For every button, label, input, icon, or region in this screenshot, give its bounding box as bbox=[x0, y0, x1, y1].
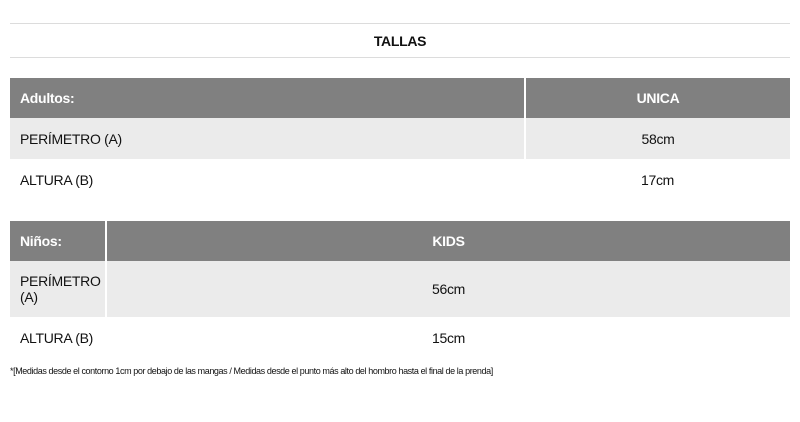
measurement-footnote: *[Medidas desde el contorno 1cm por debajo de las mangas / Medidas desde el punto más alto del hombro hasta el final de la prenda] bbox=[10, 366, 493, 376]
kids-header-size: KIDS bbox=[106, 221, 790, 261]
kids-header-label: Niños: bbox=[10, 221, 106, 261]
measure-value: 15cm bbox=[106, 317, 790, 358]
kids-size-table bbox=[10, 221, 790, 358]
measure-value: 56cm bbox=[106, 261, 790, 317]
measure-value: 17cm bbox=[640, 171, 675, 188]
adults-header-size: UNICA bbox=[525, 78, 790, 118]
measure-label: PERÍMETRO (A) bbox=[10, 118, 525, 159]
adults-header-label: Adultos: bbox=[10, 78, 525, 118]
measure-label: PERÍMETRO (A) bbox=[10, 261, 106, 317]
kids-header-row bbox=[10, 221, 790, 261]
adults-size-table bbox=[10, 78, 790, 200]
measure-label: ALTURA (B) bbox=[20, 329, 93, 346]
table-row bbox=[10, 317, 790, 358]
size-chart-title: TALLAS bbox=[10, 23, 790, 58]
adults-header-row bbox=[10, 78, 790, 118]
table-row bbox=[10, 159, 790, 200]
table-row bbox=[10, 261, 790, 317]
table-row bbox=[10, 118, 790, 159]
measure-label: ALTURA (B) bbox=[20, 171, 93, 188]
measure-value: 58cm bbox=[525, 118, 790, 159]
